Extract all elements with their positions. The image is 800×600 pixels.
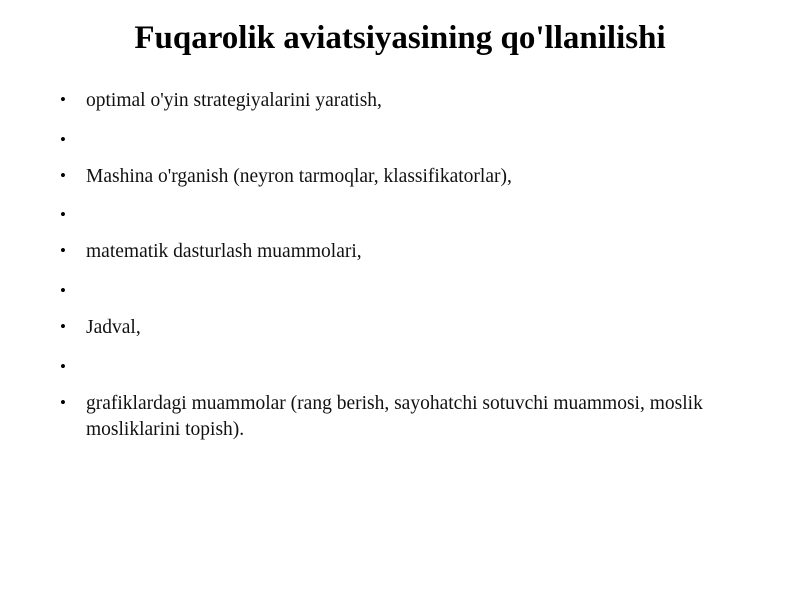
list-item-text: optimal o'yin strategiyalarini yaratish, [86, 90, 382, 111]
bullet-icon: • [60, 165, 66, 185]
list-item-text: Jadval, [86, 317, 141, 339]
bullet-icon: • [60, 241, 66, 261]
bullet-icon: • [60, 90, 66, 109]
list-item [60, 315, 760, 341]
bullet-icon: • [60, 205, 66, 225]
bullet-icon: • [60, 281, 66, 301]
list-item [60, 164, 760, 190]
list-item [60, 355, 760, 377]
list-item [60, 391, 760, 442]
list-item-text: Mashina o'rganish (neyron tarmoqlar, klassifikatorlar), [86, 165, 512, 187]
list-item [60, 279, 760, 301]
list-item [60, 128, 760, 150]
list-item-text: matematik dasturlash muammolari, [86, 241, 362, 263]
list-item [60, 239, 760, 265]
list-item [60, 203, 760, 225]
bullet-icon: • [60, 356, 66, 376]
bullet-icon: • [60, 317, 66, 337]
bullet-icon: • [60, 129, 66, 149]
page-title: Fuqarolik aviatsiyasining qo'llanilishi [134, 20, 666, 56]
list-item-text: grafiklardagi muammolar (rang berish, sayohatchi sotuvchi muammosi, moslik mosliklarini topish). [86, 392, 703, 440]
bullet-list [60, 88, 760, 456]
list-item [60, 88, 760, 114]
bullet-icon: • [60, 392, 66, 412]
